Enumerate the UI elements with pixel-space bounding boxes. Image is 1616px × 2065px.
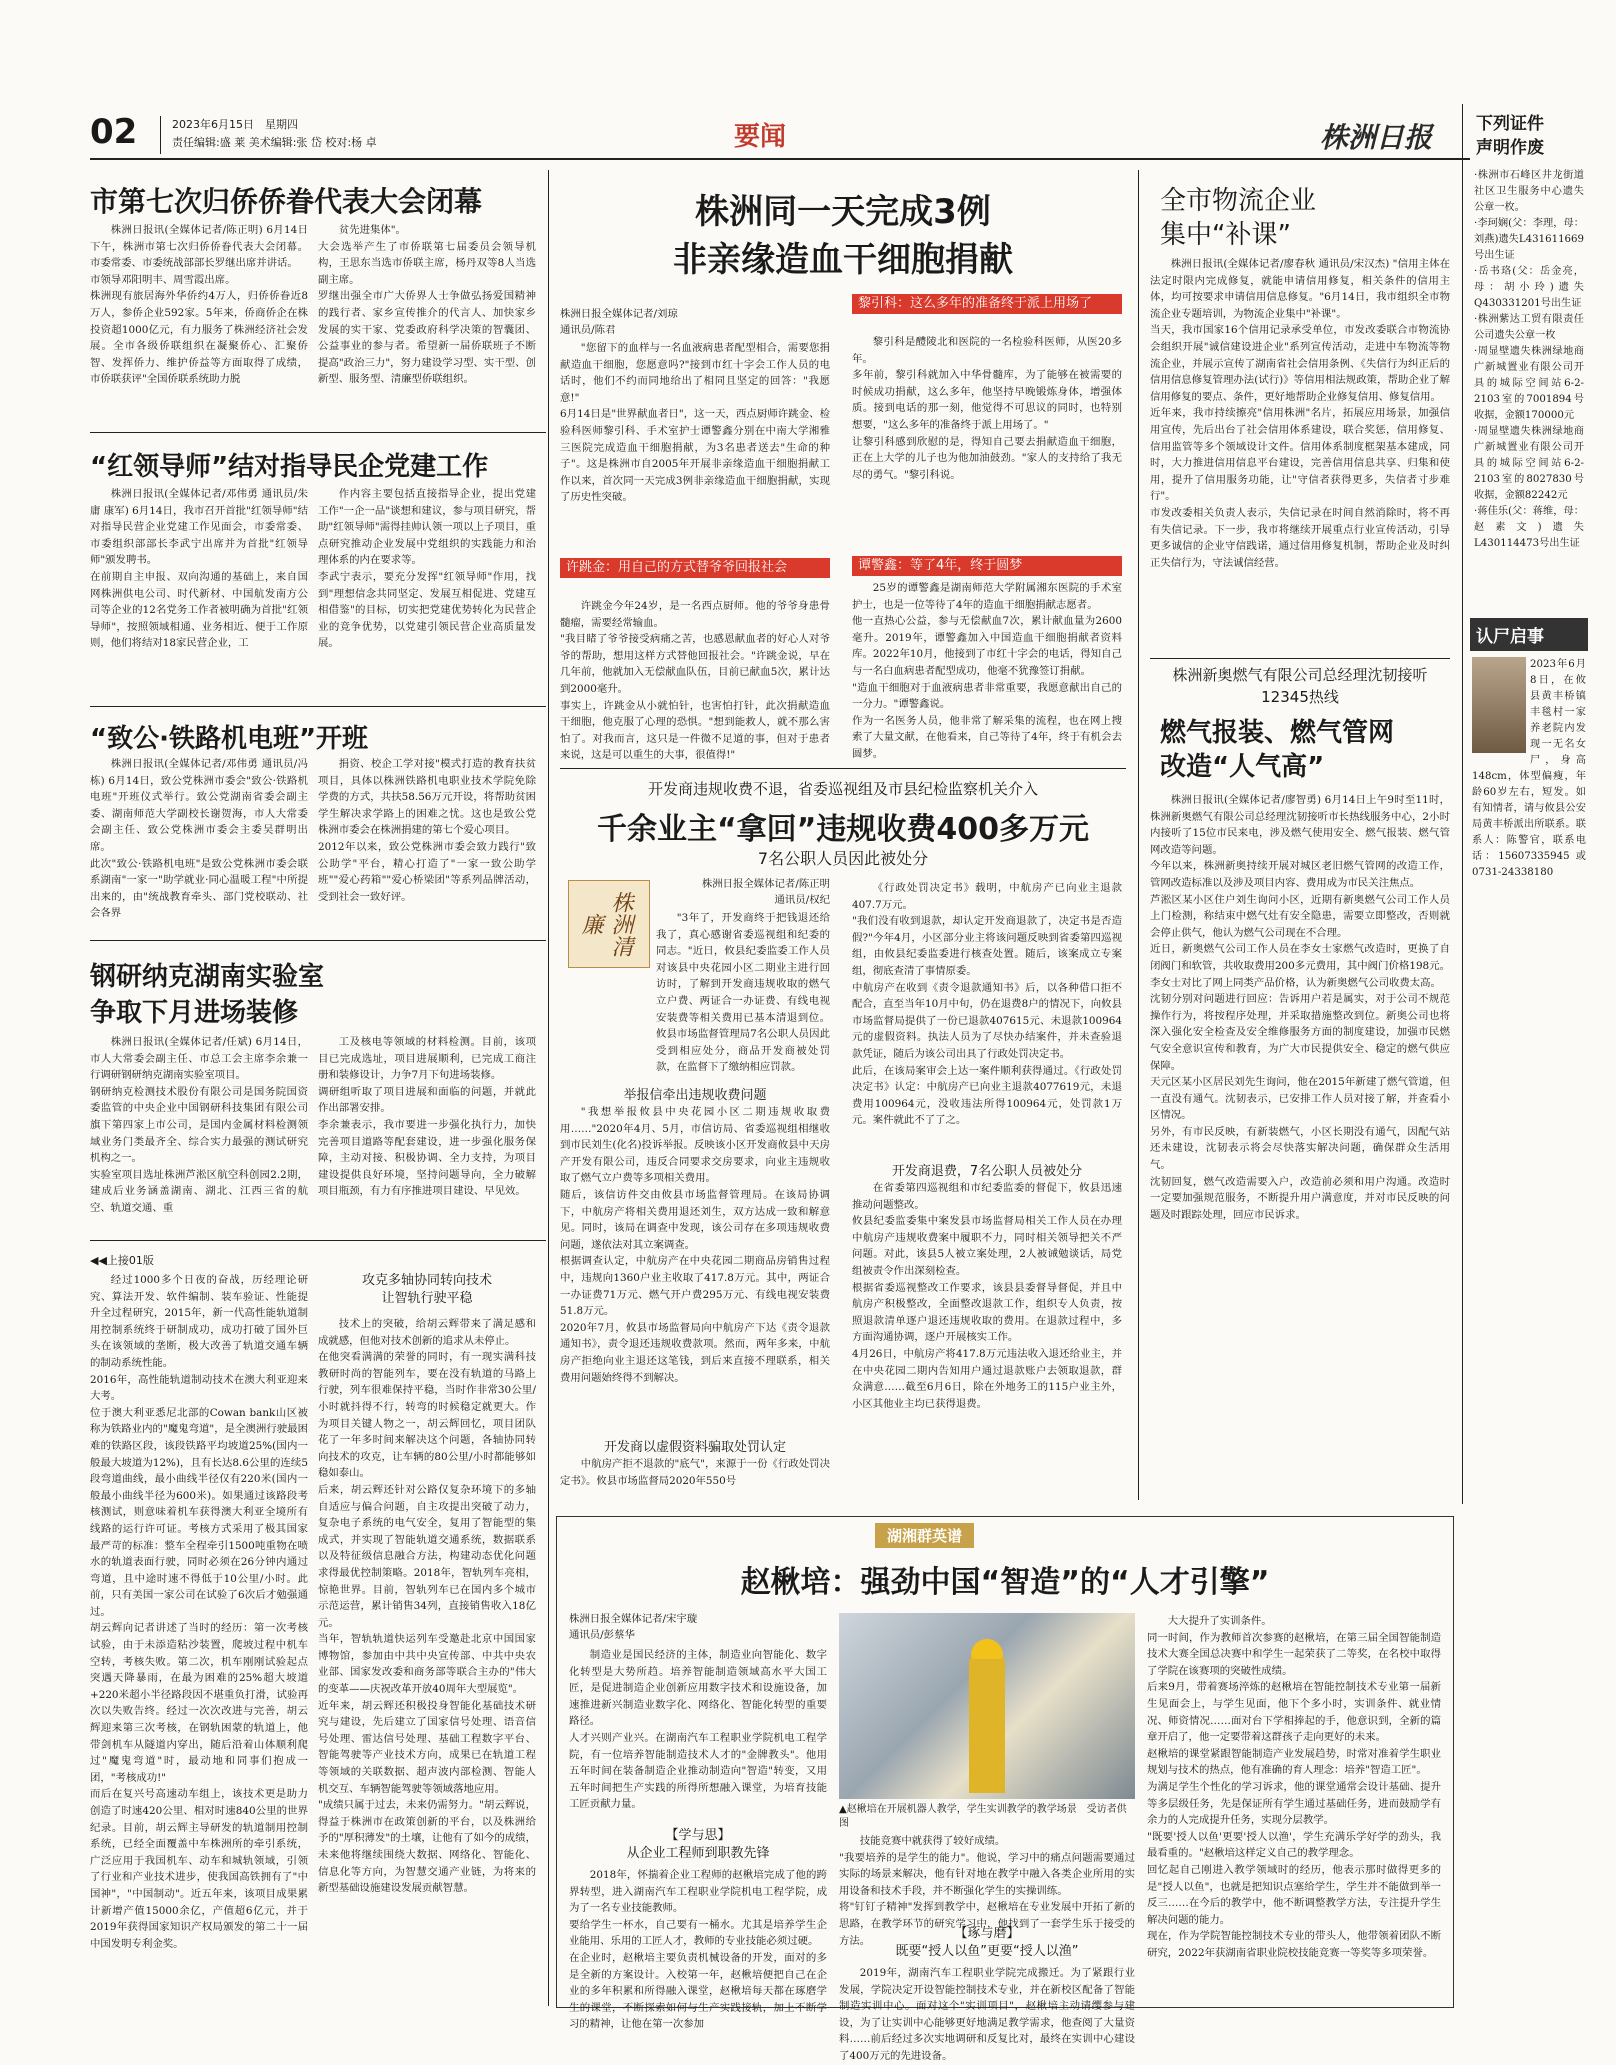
photo-caption: ▲赵楸培在开展机器人教学，学生实训教学的教学场景 受访者供图: [839, 1804, 1127, 1829]
article5-col2: 技术上的突破，给胡云辉带来了满足感和成就感，但他对技术创新的追求从未停止。 在他突看满满的荣誉的同时，有一现实满科技教研时尚的智能列车，要在没有轨道的马路上行驶，列车很难保持平稳，当时作非常30公里/小时就抖得不行，转弯的时候稳定就更大。作为项目关键人物之一，胡云辉回忆，项目团队花了一年多时间来解决这个问题，各轴协同转向技术的攻克，让车辆的80公里/小时都能够如稳如泰山。 后来，胡云辉还针对公路仅复杂环境下的多轴自适应与偏合问题，自主攻提出突破了动力，复杂电子系统的电气安全，复用了智能型的集成式，并实现了智能轨道交通系统，数据联系以及特征级信息融合方法，构建动态优化问题求得最优控制策略。2018年，智轨列车亮相，惊艳世界。目前，智轨列车已在国内多个城市示范运营，累计销售34列，直接销售收入18亿元。 当年，智轨轨道快运列车受邀赴北京中国国家博物馆，参加由中共中央宣传部、中共中央农业部、国家发改委和商务部等联合主办的"伟大的变革——庆祝改革开放40周年大型展览"。 近年来，胡云辉还积极投身智能化基础技术研究与建设，先后建立了国家信号处理、语音信号处理、雷达信号处理、基础工程数字平台、智能驾驶等产业技术方向，成果已在轨道工程等领域的关联数据、超声波内部检测、智能人机交互、车辆智能驾驶等领域落地应用。 "成绩只属于过去，未来仍需努力。"胡云辉说，得益于株洲市在政策创新的平台，以及株洲给予的"厚积薄发"的土壤，让他有了如今的成绩，未来他将继续围绕大数据、网络化、智能化、信息化等方向，为智慧交通产业链，为将来的新型基础设施建设发展贡献智慧。: [318, 1318, 536, 1895]
lead2-col1c: 中航房产拒不退款的"底气"，来源于一份《行政处罚决定书》。攸县市场监督局2020年550号: [560, 1458, 830, 1487]
lead-subhead-3: 谭警鑫：等了4年，终于圆梦: [852, 556, 1122, 576]
lead2-col2: 《行政处罚决定书》载明，中航房产已向业主退款407.7万元。 "我们没有收到退款，却认定开发商退款了，决定书是否造假?"今年4月，小区部分业主将该问题反映到省委第四巡视组，由攸县纪委监委进行核查处置。随后，该案成立专案组，彻底查清了事情原委。 中航房产在收到《责令退款通知书》后，以各种借口拒不配合，直至当年10月中旬，仍在退费8户的情况下，向攸县市场监督局提供了一份已退款407615元、未退款100964元的虚假资料。执法人员为了尽快办结案件，并未查验退款凭证，随后为该公司出具了行政处罚决定书。 此后，在该局案审会上达一案件顺利获得通过。《行政处罚决定书》认定：中航房产已向业主退款4077619元，未退费用100964元，没收违法所得100964元，处罚款1万元。案件就此不了了之。: [852, 882, 1122, 1127]
right1-title-line2: 集中“补课”: [1160, 220, 1291, 250]
article4-title-line2: 争取下月进场装修: [90, 998, 299, 1028]
lead-title-line1: 株洲同一天完成3例: [695, 192, 991, 232]
feature-col1: 制造业是国民经济的主体，制造业向智能化、数字化转型是大势所趋。培养智能制造领域高水平大国工匠，是促进制造企业创新应用数字技术和设施设备，加速推进新兴制造业数字化、网络化、智能化转型的重要路径。 人才兴则产业兴。在湖南汽车工程职业学院机电工程学院，有一位培养智能制造技术人才的"金牌教头"。他用五年时间在装备制造企业推动制造向"智造"转变，又用五年时间把生产实践的所得所想融入课堂，为培育技能工匠贡献力量。: [569, 1649, 827, 1811]
header-divider: [160, 116, 161, 154]
continued-label: ◀◀上接01版: [90, 1254, 154, 1267]
article2-col2: 作内容主要包括直接指导企业，提出党建工作"一企一品"谈想和建议，参与项目研究，帮助"红领导师"需得挂帅认领一项以上子项目，重点研究推动企业发展中党组织的实践能力和治理体系的内在要求等。 李武宁表示，要充分发挥"红领导师"作用，找到"理想信念共同坚定、发展互相促进、党建互相借鉴"的目标，切实把党建优势转化为民营企业的竞争优势，以党建引领民营企业高质量发展。: [318, 488, 536, 650]
right2-title-line2: 改造“人气高”: [1160, 752, 1325, 782]
feature-col2b: 2019年，湖南汽车工程职业学院完成搬迁。为了紧跟行业发展，学院决定开设智能控制技术专业，并在新校区配备了智能制造实训中心。面对这个"实训项目"，赵楸培主动请缨参与建设，为了让实训中心能够更好地满足教学需求，他查阅了大量资料……前后经过多次实地调研和反复比对，最终在实训中心建设了400万元的先进设备。: [839, 1967, 1135, 2062]
lead-subhead-2: 黎引科：这么多年的准备终于派上用场了: [852, 294, 1122, 314]
column-divider: [1462, 104, 1463, 1504]
lead2-subhead-1: 举报信牵出违规收费问题: [623, 1088, 767, 1103]
divider: [560, 768, 1126, 769]
feature-col3: 大大提升了实训条件。 同一时间，作为教师首次参赛的赵楸培，在第三届全国智能制造技术大赛全国总决赛中和学生一起荣获了二等奖，在名校中取得了学院在该赛项的突破性成绩。 后来9月，带着赛场淬炼的赵楸培在智能控制技术专业第一届新生见面会上，与学生见面，他下个多小时，实训条件、就业情况、师资情况……面对台下学相捧起的手，他意识到，全新的篇章开启了，他一定要带着这群孩子走向更好的未来。 赵楸培的课堂紧跟智能制造产业发展趋势，时常对准着学生职业规划与技术的热点，他有准确的育人理念：培养"智造工匠"。 为满足学生个性化的学习诉求，他的课堂通常会设计基础、提升等多层级任务，先是保证所有学生通过基础任务，进而鼓励学有余力的人完成提升任务，实现分层教学。 "既要'授人以鱼'更要'授人以渔'，学生充满乐学好学的劲头，我最看重的。"赵楸培这样定义自己的教学理念。 回忆起自己刚进入教学领域时的经历，他表示那时做得更多的是"授人以鱼"，也就是把知识点塞给学生，学生并不能做到举一反三……在今后的教学中，他不断调整教学方法，专注提升学生解决问题的能力。 现在，作为学院智能控制技术专业的带头人，他带领着团队不断研究，2022年获湖南省职业院校技能竞赛一等奖等多项荣誉。: [1147, 1615, 1441, 1959]
article3-col2: 捐资、校企工学对接"模式打造的教育扶贫项目，具体以株洲铁路机电职业技术学院免除学费的方式，共扶58.56万元开设，将帮助贫困学生解决求学路上的困难之忧。这也是致公党株洲市委会在株洲捐建的第七个爱心项目。 2012年以来，致公党株洲市委会致力践行"致公助学"平台，精心打造了"一家一致公助学班""爱心药箱""爱心桥梁团"等系列品牌活动，受到社会一致好评。: [318, 758, 536, 903]
recognition-text: 2023年6月8日，在攸县黄丰桥镇丰毯村一家养老院内发现一无名女尸，身高148cm，体型偏瘦，年龄60岁左右，短发。如有知情者，请与攸县公安局黄丰桥派出所联系。联系人：陈警官，联系电话：15607335945 或 0731-24338180: [1472, 659, 1586, 878]
lead-col2a: 黎引科是醴陵北和医院的一名检验科医师，从医20多年。 多年前，黎引科就加入中华骨髓库，为了能够在被需要的时候成功捐献，这么多年，他坚持早晚锻炼身体，增强体质。接到电话的那一刻，他觉得不可思议的同时，也特别想要，"这么多年的准备终于派上用场了。" 让黎引科感到欣慰的是，得知自己要去捐献造血干细胞，正在上大学的儿子也为他加油鼓劲。"家人的支持给了我无尽的勇气。"黎引科说。: [852, 336, 1122, 481]
lead2-col2b: 在省委第四巡视组和市纪委监委的督促下，攸县迅速推动问题整改。 攸县纪委监委集中案发县市场监督局相关工作人员在办理中航房产违规收费案中履职不力，同时相关领导把关不严问题。对此，该县5人被立案处理，2人被诫勉谈话，局党组被责令作出深刻检查。 根据省委巡视整改工作要求，该县县委督导督促，并且中航房产积极整改，全面整改退款工作，组织专人负责，按照退款清单逐户退还违规收取的费用。在退款过程中，多方面沟通协调，逐户开展核实工作。 4月26日，中航房产将417.8万元违法收入退还给业主，并在中央花园二期内告知用户通过退款账户去领取退款，群众满意……截至6月6日，除在外地务工的115户业主外，小区其他业主均已获得退费。: [852, 1182, 1122, 1410]
article4-title-line1: 钢研纳克湖南实验室: [90, 962, 325, 992]
feature-col2: 技能竞赛中就获得了较好成绩。 "我要培养的是学生的能力"。他说，学习中的痛点问题需要通过实际的场景来解决，他有针对地在教学中融入各类企业所用的实用设备和技术手段，并不断强化学生的实操训练。 将"钉钉子精神"发挥到教学中，赵楸培在专业发展中开拓了新的思路，在教学环节的研究学习中，他找到了一套学生乐于接受的方法。: [839, 1835, 1135, 1947]
lead2-kicker: 开发商违规收费不退，省委巡视组及市县纪检监察机关介入: [647, 780, 1038, 798]
lead-byline: 株洲日报全媒体记者/刘琼 通讯员/陈君: [560, 308, 678, 336]
article1-title: 市第七次归侨侨眷代表大会闭幕: [90, 185, 483, 218]
feature-col1b: 2018年，怀揣着企业工程师的赵楸培完成了他的跨界转型，进入湖南汽车工程职业学院机电工程学院，成为了一名专业技能教师。 要给学生一杯水，自己要有一桶水。尤其是培养学生企业能用、乐用的工匠人才，教师的专业技能必须过硬。 在企业时，赵楸培主要负责机械设备的开发，面对的多是全新的方案设计。入校第一年，赵楸培便把自己在企业的多年积累和所得融入课堂，赵楸培每天都在琢磨学生的课堂，不断探索如何与生产实践接轨，加上不断学习的精神，让他在第一次参加: [569, 1869, 827, 2031]
photo-person: [969, 1653, 1005, 1793]
paper-logo: 株洲日报: [1320, 121, 1433, 154]
right2-title-line1: 燃气报装、燃气管网: [1160, 718, 1395, 748]
divider: [90, 432, 546, 433]
feature-byline: 株洲日报全媒体记者/宋宇璇 通讯员/彭蔡华: [569, 1613, 698, 1641]
notices-box: [1470, 108, 1588, 1500]
photo-helmet: [971, 1639, 1003, 1659]
feature-subhead-1: 【学与思】 从企业工程师到职教先锋: [626, 1828, 770, 1861]
recognition-photo: [1472, 657, 1526, 753]
page-number: 02: [90, 112, 138, 152]
feature-subhead-2: 【琢与磨】 既要“授人以鱼”更要“授人以渔”: [895, 1926, 1079, 1959]
article1-col2: 贫先进集体"。 大会选举产生了市侨联第七届委员会领导机构，王思东当选市侨联主席，杨丹双等8人当选副主席。 罗继出强全市广大侨界人士争做弘扬爱国精神的践行者、家乡宣传推介的代言人、加快家乡发展的实干家、党委政府科学决策的智囊团、公益事业的参与者。希望新一届侨联班子不断提高"政治三力"，努力建设学习型、实干型、创新型、服务型、清廉型侨联组织。: [318, 224, 536, 386]
lead2-title: 千余业主“拿回”违规收费400多万元: [596, 812, 1090, 847]
lead2-subtitle: 7名公职人员因此被处分: [757, 849, 929, 868]
lead2-col1b: "我想举报攸县中央花园小区二期违规收取费用……"2020年4月、5月，市信访局、省委巡视组相继收到市民刘生(化名)投诉举报。反映该小区开发商攸县中天房产开发有限公司，违反合同要求交房要求，向业主违规收取了燃气立户费等多项相关费用。 随后，该信访件交由攸县市场监督管理局。在该局协调下，中航房产将相关费用退还刘生，双方达成一致和解意见。同时，该局在调查中发现，该公司存在多项违规收费问题，遂依法对其立案调查。 根据调查认定，中航房产在中央花园二期商品房销售过程中，违规向1360户业主收取了417.8万元。其中，两证合一办证费71万元、燃气开户费295万元、有线电视安装费51.8万元。 2020年7月，攸县市场监督局向中航房产下达《责令退款通知书》，责令退还违规收费款项。然而，两年多来，中航房产拒绝向业主退还这笔钱，到后来直接不理联系，相关费用问题始终得不到解决。: [560, 1106, 830, 1384]
lead-subhead-1: 许跳金：用自己的方式替爷爷回报社会: [560, 558, 830, 578]
editor-credits: 责任编辑:盛 莱 美术编辑:张 岱 校对:杨 卓: [172, 136, 377, 149]
article5-col1: 经过1000多个日夜的奋战，历经理论研究、算法开发、软件编制、装车验证、性能提升全过程研究，2015年，新一代高性能轨道制用控制系统终于研制成功，成功打破了国外巨头在该领域的垄断，极大改善了轨道交通车辆的制动系统性能。 2016年，高性能轨道制动技术在澳大利亚迎来大考。 位于澳大利亚悉尼北部的Cowan bank山区被称为铁路业内的"魔鬼弯道"，是全澳洲行驶最困难的铁路区段，该段铁路平均坡道25%(国内一般最大坡道为12%)，且有长达8.6公里的连续5段弯道曲线，最小曲线半径仅有220米(国内一般最小曲线半径为600米)。如果通过该路段考核测试，则意味着机车获得澳大利亚全境所有线路的运行许可证。考核方式采用了极其国家最严苛的标准：整车全程牵引1500吨重物在喷水的轨道表面行驶，同时必须在26分钟内通过弯道，且中途时速不得低于10公里/小时。此前，只有美国一家公司在试验了6次后才勉强通过。 胡云辉向记者讲述了当时的经历：第一次考核试验，由于未添造粘沙装置，爬坡过程中机车空转，考核失败。第二次，机车刚刚试验起点突遇天降暴雨，在最为困难的25%超大坡道+220米超小半径路段因不堪重负打滑，试验再次以失败告终。经过一次次改进与完善，胡云辉迎来第三次考核，在钢轨困蒙的轨道上，他带剑机车从隧道内穿出，随后沿着山体顺利爬过"魔鬼弯道"时，最动地和同事们抱成一团，"考核成功!" 而后在复兴号高速动车组上，该技术更是助力创造了时速420公里、相对时速840公里的世界纪录。目前，胡云辉主导研发的轨道制用控制系统，已经全面覆盖中车株洲所的牵引系统，广泛应用于我国机车、动车和城轨领域，引领了行业和产业技术进步，使我国高铁拥有了"中国神"，"中国制动"。近五年来，该项目成果累计新增产值15000余亿，产值超6亿元，并于2019年获得国家知识产权局颁发的第二十一届中国发明专利金奖。: [90, 1274, 308, 1950]
feature-label: 湖湘群英谱: [875, 1523, 974, 1548]
section-title: 要闻: [734, 122, 787, 152]
lead2-byline: 株洲日报全媒体记者/陈正明 通讯员/权纪: [701, 878, 830, 906]
notices-list: ·株洲市石峰区井龙街道社区卫生服务中心遗失公章一枚。 ·李珂娴(父：李理，母：刘燕)遗失L431611669号出生证 ·岳书珞(父：岳金亮，母：胡小玲)遗失Q430331201号出生证 ·株洲紫达工贸有限责任公司遗失公章一枚 ·周显壁遗失株洲绿地商广新城置业有限公司开具的城际空间站6-2-2103室的7001894号收据，金额170000元 ·周显壁遗失株洲绿地商广新城置业有限公司开具的城际空间站6-2-2103室的8027830号收据，金额82242元 ·蒋佳乐(父：蒋维，母：赵素文)遗失L430114473号出生证: [1474, 170, 1584, 549]
article5-subhead: 攻克多轴协同转向技术 让智轨行驶平稳: [361, 1273, 492, 1306]
right1-title-line1: 全市物流企业: [1160, 186, 1317, 216]
feature-photo: [839, 1613, 1135, 1799]
seal-text: 株洲清廉: [578, 891, 633, 957]
feature-box: [556, 1516, 1454, 2062]
header-rule: [90, 158, 1470, 160]
lead-col2b: 25岁的谭警鑫是湖南师范大学附属湘东医院的手术室护士，也是一位等待了4年的造血干细胞捐献志愿者。 他一直热心公益，参与无偿献血7次，累计献血量为2600毫升。2019年，谭警鑫加入中国造血干细胞捐献者资料库。2022年10月，他接到了市红十字会的电话，得知自己与一名白血病患者配型成功，他毫不犹豫签订捐献。 "造血干细胞对于血液病患者非常重要，我愿意献出自己的一分力。"谭警鑫说。 作为一名医务人员，他非常了解采集的流程，也在网上搜索了大量文献，在他看来，自己等待了4年，终于有机会去圆梦。: [852, 582, 1122, 760]
feature-title: 赵楸培：强劲中国“智造”的“人才引擎”: [740, 1565, 1270, 1600]
article2-col1: 株洲日报讯(全媒体记者/邓伟勇 通讯员/朱庸 康军) 6月14日，我市召开首批"红领导师"结对指导民营企业党建工作见面会，市委常委、市委组织部部长李武宁出席并为首批"红领导师"颁发聘书。 在前期自主申报、双向沟通的基础上，来自国网株洲供电公司、时代新材、中国航发南方公司等企业的12名党务工作者被明确为首批"红领导师"，按照领域相通、业务相近、便于工作原则，他们将结对18家民营企业，工: [90, 488, 308, 650]
divider: [90, 706, 546, 707]
lead2-col1: "3年了，开发商终于把钱退还给我了，真心感谢省委巡视组和纪委的同志。"近日，攸县纪委监委工作人员对该县中央花园小区二期业主进行回访时，了解到开发商违规收取的燃气立户费、两证合一办证费、有线电视安装费等相关费用已基本清退到位。攸县市场监督管理局7名公职人员因此受到相应处分，商品开发商被处罚款，在监督下了缴纳相应罚款。: [656, 912, 830, 1074]
right2-kicker: 株洲新奥燃气有限公司总经理沈韧接听12345热线: [1172, 666, 1428, 706]
lead2-subhead-3: 开发商退费，7名公职人员被处分: [891, 1164, 1083, 1179]
right1-body: 株洲日报讯(全媒体记者/廖春秋 通讯员/宋汉杰) "信用主体在法定时限内完成修复，就能申请信用修复，相关条件的信用主体，均可按要求申请信用信息修复。"6月14日，我市组织全市物流企业专题培训，为物流企业集中"补课"。 当天，我市国家16个信用记录承受单位，市发改委联合市物流协会组织开展"诚信建设进企业"系列宣传活动，走进中车物流等物流企业，并展示宣传了湖南省社会信用条例、《失信行为纠正后的信用信息修复管理办法(试行)》等信用相法规政策，帮助企业了解信用修复的要点、条件，更好地帮助企业修复信用、修复信用。 近年来，我市持续擦亮"信用株洲"名片，拓展应用场景，加强信用宣传，先后出台了社会信用体系建设，联合奖惩，信用修复、信用监管等多个领域设计文件。信用体系制度框架基本建成，同时，大力推进信用信息平台建设，完善信用信息共享、归集和使用，提升了信用服务功能，让"守信者获得更多，失信者寸步难行"。 市发改委相关负责人表示，失信记录在时间自然消除时，将不再有失信记录。下一步，我市将继续开展重点行业宣传活动，引导更多诚信的企业守信践诺，通过信用修复机制，帮助企业及时纠正失信行为，守法诚信经营。: [1150, 258, 1450, 569]
right2-body: 株洲日报讯(全媒体记者/廖智勇) 6月14日上午9时至11时，株洲新奥燃气有限公司总经理沈韧接听市长热线服务中心，2小时内接听了15位市民来电，涉及燃气使用安全、燃气报装、燃气管网改造等问题。 今年以来，株洲新奥持续开展对城区老旧燃气管网的改造工作，管网改造标准以及涉及项目内容、费用成为市民关注焦点。 芦淞区某小区住户刘生询问小区，近期有新奥燃气公司工作人员上门检测，称结束中燃气灶有安全隐患，需要立即整改，否则就会停止供气，他认为燃气公司现在不合理。 近日，新奥燃气公司工作人员在李女士家燃气改造时，更换了自闭阀门和软管，共收取费用200多元费用，其中阀门价格198元。李女士对比了网上同类产品价格，认为新奥燃气公司收费太高。 沈韧分别对问题进行回应：告诉用户若是属实，对于公司不规范操作行为，将按程序处理，并采取措施整改到位。新奥公司也将深入强化安全检查及安全维修服务方面的制度建设，加强市民燃气安全意识宣传和教育，为广大市民提供安全、稳定的燃气供应保障。 天元区某小区居民刘先生询问，他在2015年新建了燃气管道，但一直没有通气。沈韧表示，已安排工作人员对接了解，并查看小区情况。 另外，有市民反映，有新装燃气，小区长期没有通气，因配气站还未建设，沈韧表示将会尽快落实解决问题，确保群众生活用气。 沈韧回复，燃气改造需要入户，改造前必须和用户沟通。改造时一定要加强规范服务，不断提升用户满意度，并对市民反映的问题及时跟踪处理，回应市民诉求。: [1150, 794, 1450, 1221]
article4-col1: 株洲日报讯(全媒体记者/任斌) 6月14日，市人大常委会副主任、市总工会主席李余兼一行调研钢研纳克湖南实验室项目。 钢研纳克检测技术股份有限公司是国务院国资委监管的中央企业中国钢研科技集团有限公司旗下第四家上市公司，是国内金属材料检测领域业务门类最齐全、综合实力最强的测试研究机构之一。 实验室项目选址株洲芦淞区航空科创园2.2期，建成后业务涵盖湖南、湖北、江西三省的航空、轨道交通、重: [90, 1036, 308, 1214]
divider: [90, 940, 546, 941]
lead-title-line2: 非亲缘造血干细胞捐献: [673, 240, 1013, 280]
article3-title: “致公·铁路机电班”开班: [90, 724, 369, 754]
lead2-subhead-2: 开发商以虚假资料骗取处罚认定: [603, 1440, 786, 1455]
lead-col1: "您留下的血样与一名血液病患者配型相合，需要您捐献造血干细胞，您愿意吗?"接到市红十字会工作人员的电话时，他们不约而同地给出了相同且坚定的回答："我愿意!" 6月14日是"世界献血者日"，这一天，西点厨师许跳金、检验科医师黎引科、手术室护士谭警鑫分别在中南大学湘雅三医院完成造血干细胞捐献，为3名患者送去"生命的种子"。这是株洲市自2005年开展非亲缘造血干细胞捐献工作以来，首次同一天完成3例非亲缘造血干细胞捐献，实现了历史性突破。: [560, 342, 830, 504]
article1-col1: 株洲日报讯(全媒体记者/陈正明) 6月14日下午，株洲市第七次归侨侨眷代表大会闭幕。市委常委、市委统战部部长罗继出席并讲话。 市领导邓阳明丰、周雪霞出席。 株洲现有旅居海外华侨约4万人，归侨侨眷近8万人，参侨企业592家。5年来，侨商侨企在株投资超1000亿元，有力服务了株洲经济社会发展。全市各级侨联组织在凝聚侨心、汇聚侨智、发挥侨力、维护侨益等方面取得了成绩，市侨联获评"全国侨联系统助力脱: [90, 224, 308, 386]
lead-col1b: 许跳金今年24岁，是一名西点厨师。他的爷爷身患骨髓瘤，需要经常输血。 "我目睹了爷爷接受病痛之苦，也感恩献血者的好心人对爷爷的帮助，想用这样方式替他回报社会。"许跳金说，早在几年前，他就加入无偿献血队伍，目前已献血5次，累计达到2000毫升。 事实上，许跳金从小就怕针，也害怕打针，此次捐献造血干细胞，他克服了心理的恐惧。"想到能救人，就不那么害怕了。对我而言，这只是一件微不足道的事，但对于患者来说，这是可以重生的大事，很值得!": [560, 600, 830, 762]
divider: [1150, 658, 1450, 659]
issue-date: 2023年6月15日 星期四: [172, 118, 298, 131]
column-divider: [548, 170, 549, 2006]
recognition-title: 认尸启事: [1470, 618, 1588, 651]
divider: [90, 1240, 546, 1241]
article4-col2: 工及核电等领域的材料检测。目前，该项目已完成选址，项目进展顺利，已完成工商注册和装修设计，力争7月下旬进场装修。 调研组听取了项目进展和面临的问题，并就此作出部署安排。 李余兼表示，我市要进一步强化执行力，加快完善项目道路等配套建设，进一步强化服务保障，主动对接、积极协调、全力支持，为项目建设提供良好环境，坚持问题导向，全力破解项目瓶颈，有力有序推进项目建设、早见效。: [318, 1036, 536, 1198]
masthead: [0, 0, 1616, 160]
column-divider: [1138, 170, 1139, 1500]
article3-col1: 株洲日报讯(全媒体记者/邓伟勇 通讯员/冯栋) 6月14日，致公党株洲市委会"致公·铁路机电班"开班仪式举行。致公党湖南省委会副主委、湖南师范大学副校长谢贺海，市人大常委会副主任、致公党株洲市委会主委吴群明出席。 此次"致公·铁路机电班"是致公党株洲市委会联系湖南"一家一"助学就业·同心温暖工程"中所提出来的，由"统战教育牵头、部门党校联动、社会各界: [90, 758, 308, 920]
notices-title: 下列证件 声明作废: [1476, 114, 1544, 158]
article2-title: “红领导师”结对指导民企党建工作: [90, 452, 489, 482]
